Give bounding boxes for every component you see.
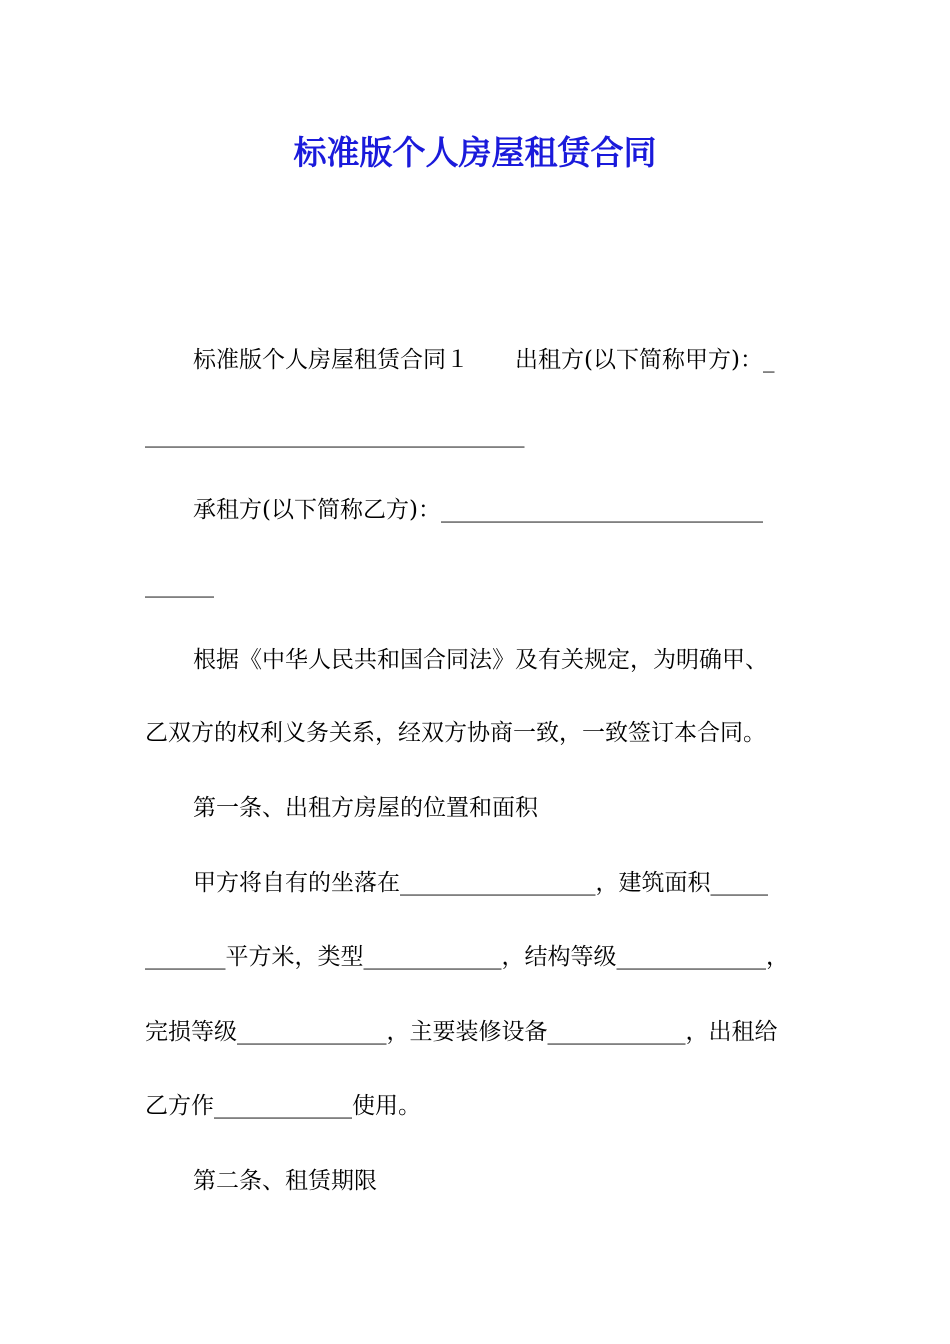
section-heading-1: 第一条、出租方房屋的位置和面积 [193,795,538,821]
text-line-10: 完损等级_____________，主要装修设备____________，出租给 [145,1019,778,1045]
section-heading-2: 第二条、租赁期限 [193,1168,377,1194]
text-line-6: 乙双方的权利义务关系，经双方协商一致，一致签订本合同。 [145,720,766,746]
text-line-2: _________________________________ [145,422,525,448]
text-line-5: 根据《中华人民共和国合同法》及有关规定，为明确甲、 [193,647,768,673]
text-line-9: _______平方米，类型____________，结构等级_____________， [145,944,789,970]
document-title: 标准版个人房屋租赁合同 [293,133,657,172]
text-line-8: 甲方将自有的坐落在_________________，建筑面积_____ [193,870,768,896]
text-line-4: ______ [145,572,214,598]
text-line-3: 承租方(以下简称乙方)：____________________________ [193,497,763,523]
text-line-1: 标准版个人房屋租赁合同１ 出租方(以下简称甲方)：_ [193,347,775,373]
text-line-11: 乙方作____________使用。 [145,1093,421,1119]
